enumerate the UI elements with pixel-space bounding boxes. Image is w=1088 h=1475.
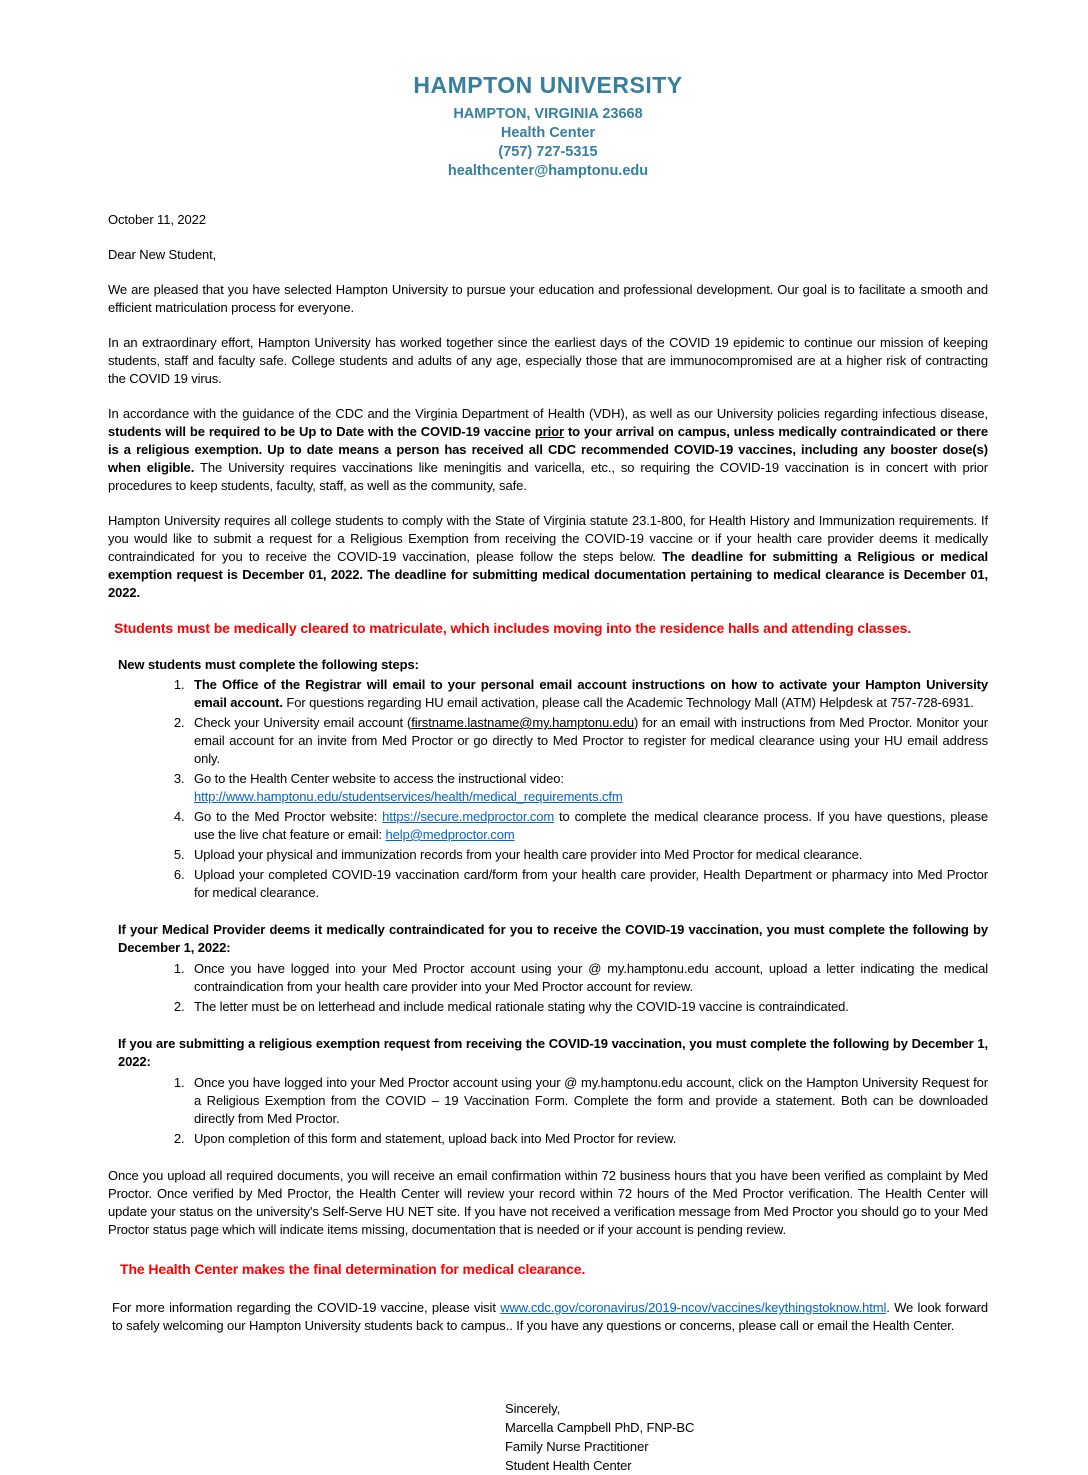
medical-clearance-alert: Students must be medically cleared to matriculate, which includes moving into the residence halls and attending classes. bbox=[114, 620, 912, 636]
step-item-6 bbox=[188, 866, 988, 902]
letterhead-address: HAMPTON, VIRGINIA 23668 bbox=[453, 106, 643, 122]
text-segment: Go to the Health Center website to access the instructional video: bbox=[194, 771, 564, 786]
text-segment: Hampton University requires all college students to comply with the State of Virginia statute 23.1-800, for Health History and Immunization requirements. If you would like to submit a request for a Religious Exemption from receiving the COVID-19 vaccine or if your health care provider deems it medically contraindicated for you to receive the COVID-19 vaccination, please follow the steps below. bbox=[108, 513, 988, 564]
deadline-paragraph bbox=[108, 512, 988, 602]
religious-exemption-list bbox=[108, 1074, 988, 1148]
text-segment: students will be required to be Up to Date with the COVID-19 vaccine bbox=[108, 424, 535, 439]
text-segment: The University requires vaccinations like meningitis and varicella, etc., so requiring the COVID-19 vaccination is in concert with prior procedures to keep students, faculty, staff, as well as the community, safe. bbox=[108, 460, 989, 493]
salutation: Dear New Student, bbox=[108, 247, 217, 262]
step-item-3 bbox=[188, 770, 988, 806]
text-segment: firstname.lastname@my.hamptonu.edu bbox=[411, 715, 634, 730]
step-item-5 bbox=[188, 846, 988, 864]
medical-exemption-list bbox=[108, 960, 988, 1016]
step-item-1 bbox=[188, 676, 988, 712]
new-student-steps-section bbox=[108, 656, 988, 902]
verification-paragraph: Once you upload all required documents, you will receive an email confirmation within 72 business hours that you have been verified as complaint by Med Proctor. Once verified by Med Proctor, the Health Center will review your record within 72 hours of the Med Proctor verification. The Health Center will update your status on the university's Self-Serve HU NET site. If you have not received a verification message from Med Proctor you should go to your Med Proctor status page which will indicate items missing, documentation that is needed or if your account is pending review. bbox=[108, 1168, 988, 1237]
step-item-4 bbox=[188, 808, 988, 844]
signature-closing: Sincerely, bbox=[505, 1401, 561, 1416]
letterhead-department: Health Center bbox=[500, 125, 596, 141]
text-segment: ) for an email with instructions from Med Proctor. Monitor your email account for an invite from Med Proctor or go directly to Med Proctor to register for medical clearance using your HU email address only. bbox=[194, 715, 988, 766]
hyperlink[interactable]: http://www.hamptonu.edu/studentservices/health/medical_requirements.cfm bbox=[194, 789, 623, 804]
religious-exemption-item-1: 1. Once you have logged into your Med Proctor account using your @ my.hamptonu.edu account, click on the Hampton University Request for a Religious Exemption from the COVID – 19 Vaccination Form. Complete the form and provide a statement. Both can be downloaded directly from Med Proctor. bbox=[188, 1074, 988, 1128]
letterhead bbox=[108, 72, 988, 181]
religious-exemption-item-2: 2. Upon completion of this form and statement, upload back into Med Proctor for review. bbox=[188, 1130, 988, 1148]
signature-title: Family Nurse Practitioner bbox=[505, 1439, 649, 1454]
intro-paragraph: We are pleased that you have selected Hampton University to pursue your education and professional development. Our goal is to facilitate a smooth and efficient matriculation process for everyone. bbox=[108, 282, 988, 315]
text-segment: to your arrival on campus, unless medically contraindicated or there is a religious exemption. Up to date means a person has received all CDC recommended COVID-19 vaccines, including any booster dose(s) when eligible. bbox=[108, 424, 989, 475]
letterhead-phone: (757) 727-5315 bbox=[498, 144, 598, 160]
letterhead-email: healthcenter@hamptonu.edu bbox=[447, 163, 649, 179]
text-segment: Go to the Med Proctor website: bbox=[194, 809, 383, 824]
letter-body bbox=[108, 211, 988, 1475]
hyperlink[interactable]: www.cdc.gov/coronavirus/2019-ncov/vaccines/keythingstoknow.html bbox=[500, 1300, 887, 1315]
text-segment: The Office of the Registrar will email to your personal email account instructions on how to activate your Hampton University email account. bbox=[194, 677, 988, 710]
text-segment: The deadline for submitting a Religious or medical exemption request is December 01, 2022. The deadline for submitting medical documentation pertaining to medical clearance is December 01, 2022. bbox=[108, 549, 988, 600]
text-segment: Upload your completed COVID-19 vaccination card/form from your health care provider, Health Department or pharmacy into Med Proctor for medical clearance. bbox=[194, 867, 988, 900]
step-item-2 bbox=[188, 714, 988, 768]
date-line: October 11, 2022 bbox=[108, 212, 206, 227]
hyperlink[interactable]: https://secure.medproctor.com bbox=[382, 809, 555, 824]
signature-block bbox=[505, 1399, 988, 1475]
text-segment: For questions regarding HU email activation, please call the Academic Technology Mall (ATM) Helpdesk at 757-728-6931. bbox=[282, 695, 974, 710]
text-segment: . We look forward to safely welcoming our Hampton University students back to campus.. If you have any questions or concerns, please call or email the Health Center. bbox=[112, 1300, 988, 1333]
hyperlink[interactable]: help@medproctor.com bbox=[385, 827, 515, 842]
steps-list bbox=[108, 676, 988, 902]
vaccine-requirement-paragraph bbox=[108, 405, 988, 495]
medical-exemption-heading: If your Medical Provider deems it medically contraindicated for you to receive the COVID-19 vaccination, you must complete the following by December 1, 2022: bbox=[118, 922, 988, 955]
university-name: HAMPTON UNIVERSITY bbox=[413, 72, 683, 98]
medical-exemption-item-2: 2. The letter must be on letterhead and include medical rationale stating why the COVID-19 vaccine is contraindicated. bbox=[188, 998, 988, 1016]
signature-org: Student Health Center bbox=[505, 1458, 632, 1473]
final-determination-alert: The Health Center makes the final determination for medical clearance. bbox=[120, 1261, 586, 1277]
text-segment: Check your University email account ( bbox=[194, 715, 412, 730]
covid-effort-paragraph: In an extraordinary effort, Hampton University has worked together since the earliest days of the COVID 19 epidemic to continue our mission of keeping students, staff and faculty safe. College students and adults of any age, especially those that are immunocompromised are at a higher risk of contracting the COVID 19 virus. bbox=[108, 335, 988, 386]
signature-name: Marcella Campbell PhD, FNP-BC bbox=[505, 1420, 695, 1435]
steps-heading: New students must complete the following steps: bbox=[118, 657, 419, 672]
text-segment: In accordance with the guidance of the CDC and the Virginia Department of Health (VDH), as well as our University policies regarding infectious disease, bbox=[108, 406, 988, 421]
text-segment: prior bbox=[534, 424, 564, 439]
medical-exemption-item-1: 1. Once you have logged into your Med Proctor account using your @ my.hamptonu.edu account, upload a letter indicating the medical contraindication from your health care provider into your Med Proctor account for review. bbox=[188, 960, 988, 996]
religious-exemption-heading: If you are submitting a religious exemption request from receiving the COVID-19 vaccination, you must complete the following by December 1, 2022: bbox=[118, 1036, 988, 1069]
text-segment: Upload your physical and immunization records from your health care provider into Med Proctor for medical clearance. bbox=[194, 847, 863, 862]
more-info-paragraph bbox=[112, 1299, 988, 1335]
religious-exemption-section bbox=[108, 1035, 988, 1148]
text-segment: to complete the medical clearance process. If you have questions, please use the live chat feature or email: bbox=[194, 809, 988, 842]
medical-exemption-section bbox=[108, 921, 988, 1016]
text-segment: For more information regarding the COVID-19 vaccine, please visit bbox=[112, 1300, 501, 1315]
